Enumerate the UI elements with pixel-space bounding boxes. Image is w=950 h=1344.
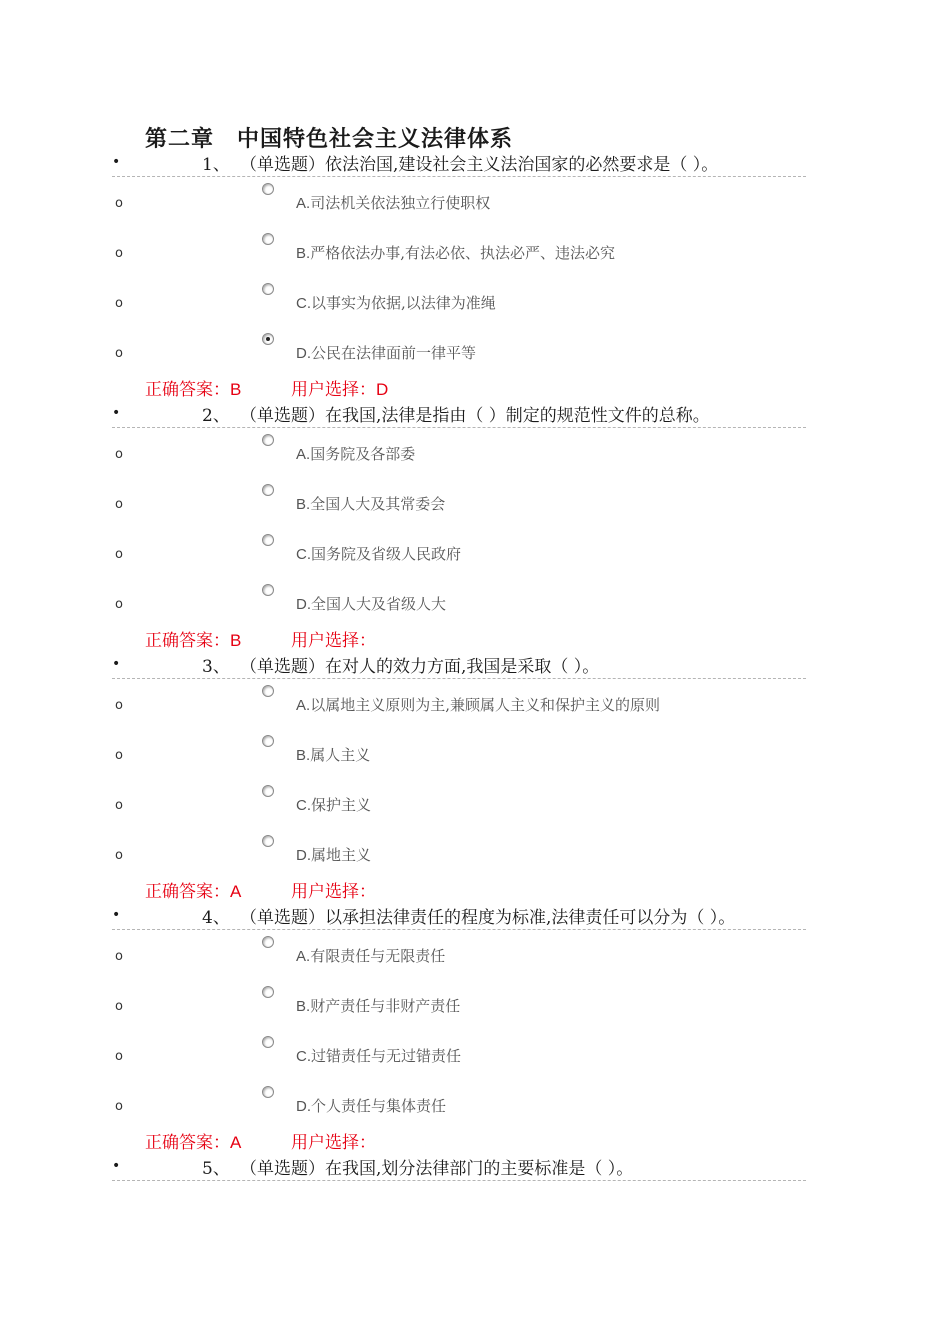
option-text: 司法机关依法独立行使职权	[310, 194, 491, 212]
correct-answer-label: 正确答案：	[145, 380, 230, 400]
option-bullet: o	[115, 949, 123, 964]
option-row[interactable]	[112, 690, 806, 714]
radio-button[interactable]	[262, 183, 274, 195]
question-text: （单选题）在我国,法律是指由（ ）制定的规范性文件的总称。	[240, 406, 710, 426]
radio-button[interactable]	[262, 283, 274, 295]
option-letter: D.	[296, 1098, 311, 1115]
radio-button[interactable]	[262, 333, 274, 345]
option-label	[296, 794, 371, 815]
question-number: 4、	[202, 908, 230, 928]
option-letter: A.	[296, 697, 311, 714]
radio-button[interactable]	[262, 584, 274, 596]
radio-button[interactable]	[262, 835, 274, 847]
user-selection	[291, 626, 376, 651]
option-text: 财产责任与非财产责任	[310, 997, 461, 1015]
option-letter: B.	[296, 245, 311, 262]
answer-row	[145, 626, 376, 651]
user-selection-value: D	[376, 380, 389, 399]
option-bullet: o	[115, 1099, 123, 1114]
option-letter: C.	[296, 1048, 311, 1065]
option-row[interactable]	[112, 439, 806, 463]
option-bullet: o	[115, 196, 123, 211]
option-row[interactable]	[112, 740, 806, 764]
option-row[interactable]	[112, 238, 806, 262]
option-label	[296, 945, 445, 966]
option-row[interactable]	[112, 188, 806, 212]
question-row	[112, 903, 806, 930]
user-selection	[291, 1128, 376, 1153]
question-number: 1、	[202, 155, 230, 175]
radio-button[interactable]	[262, 233, 274, 245]
option-bullet: o	[115, 447, 123, 462]
correct-answer-label: 正确答案：	[145, 882, 230, 902]
user-selection	[291, 375, 388, 400]
option-row[interactable]	[112, 288, 806, 312]
option-letter: D.	[296, 596, 311, 613]
question-bullet: •	[112, 405, 121, 421]
radio-button[interactable]	[262, 534, 274, 546]
option-bullet: o	[115, 798, 123, 813]
option-text: 全国人大及其常委会	[310, 495, 446, 513]
correct-answer-value: A	[230, 1133, 242, 1152]
option-row[interactable]	[112, 589, 806, 613]
option-letter: D.	[296, 847, 311, 864]
option-text: 保护主义	[311, 796, 372, 814]
question-row	[112, 150, 806, 177]
question-number: 2、	[202, 406, 230, 426]
answer-row	[145, 375, 389, 400]
question-row	[112, 401, 806, 428]
option-text: 过错责任与无过错责任	[311, 1047, 462, 1065]
user-selection-label: 用户选择：	[291, 631, 376, 651]
option-bullet: o	[115, 346, 123, 361]
radio-button[interactable]	[262, 785, 274, 797]
option-row[interactable]	[112, 539, 806, 563]
radio-button[interactable]	[262, 685, 274, 697]
option-text: 公民在法律面前一律平等	[311, 344, 477, 362]
option-bullet: o	[115, 698, 123, 713]
question-text: （单选题）依法治国,建设社会主义法治国家的必然要求是（ ）。	[240, 155, 719, 175]
option-letter: B.	[296, 747, 311, 764]
option-text: 国务院及省级人民政府	[311, 545, 462, 563]
option-text: 个人责任与集体责任	[311, 1097, 447, 1115]
radio-button[interactable]	[262, 1036, 274, 1048]
option-letter: A.	[296, 195, 311, 212]
option-bullet: o	[115, 748, 123, 763]
question-text: （单选题）在我国,划分法律部门的主要标准是（ ）。	[240, 1159, 634, 1179]
option-letter: D.	[296, 345, 311, 362]
option-letter: C.	[296, 546, 311, 563]
option-row[interactable]	[112, 338, 806, 362]
option-row[interactable]	[112, 941, 806, 965]
answer-row	[145, 877, 376, 902]
option-bullet: o	[115, 296, 123, 311]
option-row[interactable]	[112, 840, 806, 864]
option-label	[296, 443, 415, 464]
radio-button[interactable]	[262, 936, 274, 948]
question-bullet: •	[112, 1158, 121, 1174]
option-bullet: o	[115, 999, 123, 1014]
question-bullet: •	[112, 656, 121, 672]
option-label	[296, 1045, 461, 1066]
option-text: 严格依法办事,有法必依、执法必严、违法必究	[310, 244, 615, 262]
question-bullet: •	[112, 907, 121, 923]
question-text: （单选题）在对人的效力方面,我国是采取（ ）。	[240, 657, 600, 677]
question-text: （单选题）以承担法律责任的程度为标准,法律责任可以分为（ ）。	[240, 908, 736, 928]
question-row	[112, 1154, 806, 1181]
option-label	[296, 493, 445, 514]
option-label	[296, 242, 615, 263]
option-letter: A.	[296, 948, 311, 965]
radio-button[interactable]	[262, 1086, 274, 1098]
user-selection-label: 用户选择：	[291, 882, 376, 902]
correct-answer-label: 正确答案：	[145, 631, 230, 651]
radio-button[interactable]	[262, 986, 274, 998]
option-bullet: o	[115, 246, 123, 261]
option-label	[296, 543, 461, 564]
option-bullet: o	[115, 547, 123, 562]
user-selection-label: 用户选择：	[291, 1133, 376, 1153]
option-bullet: o	[115, 1049, 123, 1064]
option-label	[296, 593, 446, 614]
option-text: 以属地主义原则为主,兼顾属人主义和保护主义的原则	[310, 696, 660, 714]
radio-button[interactable]	[262, 484, 274, 496]
option-text: 以事实为依据,以法律为准绳	[311, 294, 496, 312]
option-bullet: o	[115, 497, 123, 512]
option-row[interactable]	[112, 489, 806, 513]
question-number: 3、	[202, 657, 230, 677]
option-row[interactable]	[112, 1091, 806, 1115]
option-letter: B.	[296, 496, 311, 513]
option-label	[296, 694, 660, 715]
option-text: 全国人大及省级人大	[311, 595, 447, 613]
option-row[interactable]	[112, 1041, 806, 1065]
option-row[interactable]	[112, 790, 806, 814]
option-label	[296, 192, 490, 213]
option-text: 属人主义	[310, 746, 371, 764]
option-label	[296, 1095, 446, 1116]
answer-row	[145, 1128, 376, 1153]
radio-button[interactable]	[262, 735, 274, 747]
option-label	[296, 995, 460, 1016]
user-selection	[291, 877, 376, 902]
option-text: 国务院及各部委	[310, 445, 416, 463]
option-row[interactable]	[112, 991, 806, 1015]
correct-answer-value: A	[230, 882, 242, 901]
option-label	[296, 342, 476, 363]
option-letter: C.	[296, 797, 311, 814]
question-number: 5、	[202, 1159, 230, 1179]
option-letter: B.	[296, 998, 311, 1015]
option-label	[296, 844, 371, 865]
correct-answer-value: B	[230, 380, 242, 399]
correct-answer-value: B	[230, 631, 242, 650]
page-title: 第二章 中国特色社会主义法律体系	[145, 126, 514, 152]
option-label	[296, 744, 370, 765]
radio-button[interactable]	[262, 434, 274, 446]
option-bullet: o	[115, 848, 123, 863]
option-text: 有限责任与无限责任	[310, 947, 446, 965]
option-label	[296, 292, 496, 313]
correct-answer-label: 正确答案：	[145, 1133, 230, 1153]
question-bullet: •	[112, 154, 121, 170]
option-letter: A.	[296, 446, 311, 463]
question-row	[112, 652, 806, 679]
option-letter: C.	[296, 295, 311, 312]
option-text: 属地主义	[311, 846, 372, 864]
user-selection-label: 用户选择：	[291, 380, 376, 400]
option-bullet: o	[115, 597, 123, 612]
